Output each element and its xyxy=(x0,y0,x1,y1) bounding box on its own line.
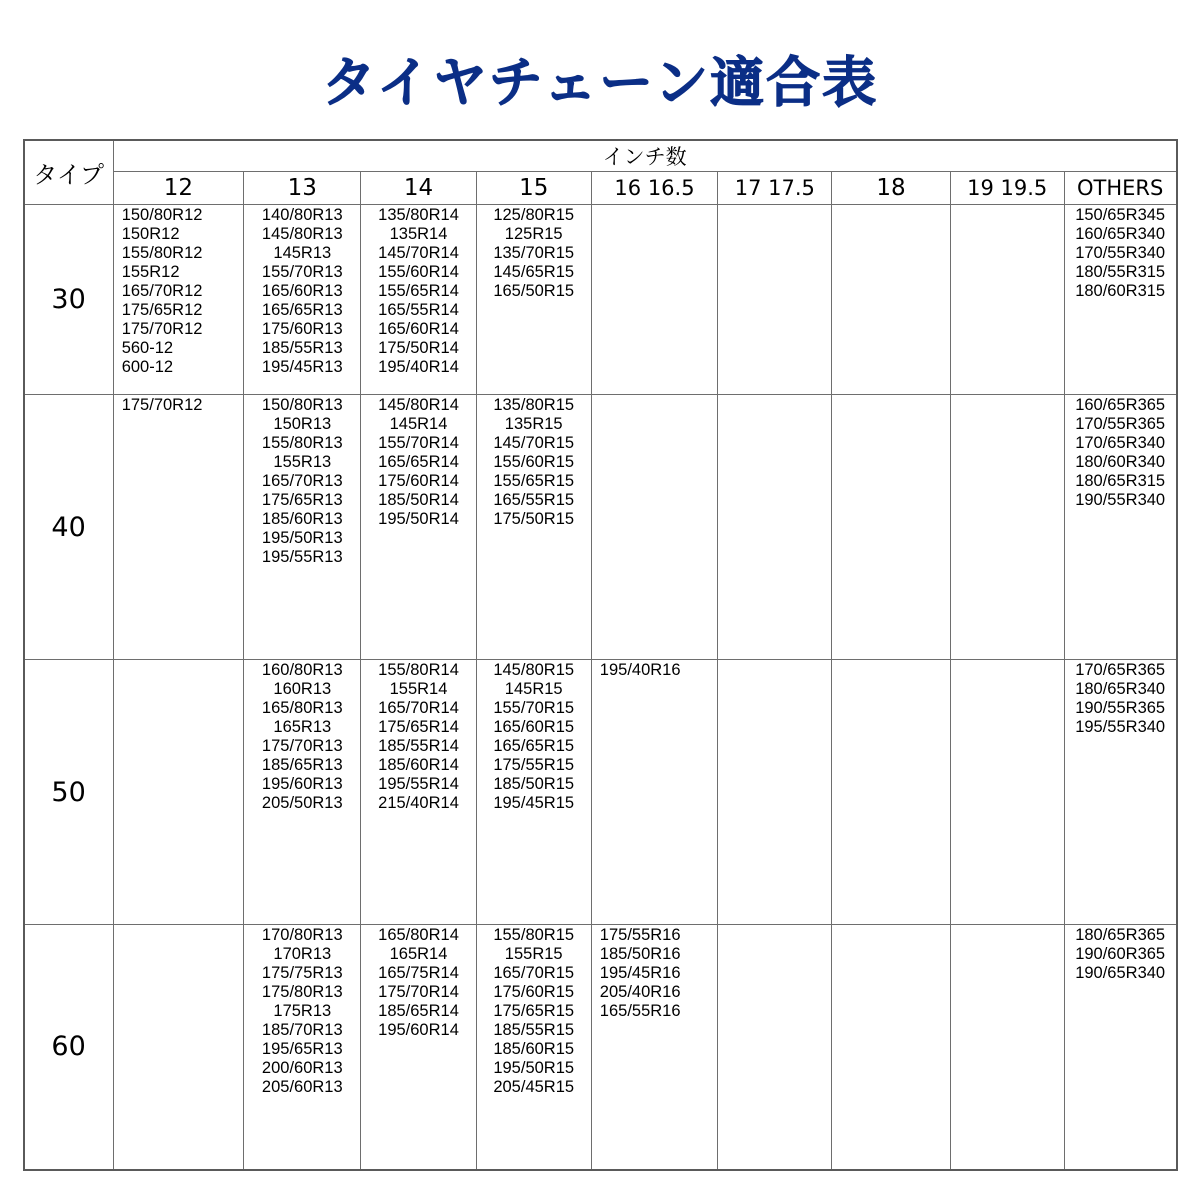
tire-size: 175/70R13 xyxy=(261,737,343,755)
size-cell xyxy=(832,925,950,1170)
tire-size: 175/75R13 xyxy=(261,964,343,982)
tire-size: 165/60R13 xyxy=(261,282,343,300)
tire-size: 155R15 xyxy=(504,945,563,963)
tire-size: 200/60R13 xyxy=(261,1059,343,1077)
tire-size: 190/65R340 xyxy=(1075,964,1166,982)
tire-size: 155/70R15 xyxy=(493,699,575,717)
tire-size: 155R13 xyxy=(273,453,332,471)
tire-size: 155/80R12 xyxy=(121,244,203,262)
table-row xyxy=(24,395,1177,660)
tire-size: 150/80R12 xyxy=(121,206,203,224)
tire-size: 185/60R13 xyxy=(261,510,343,528)
tire-size: 195/40R14 xyxy=(378,358,459,376)
tire-size: 165R13 xyxy=(273,718,332,736)
tire-size: 140/80R13 xyxy=(261,206,343,224)
tire-size: 155/65R15 xyxy=(493,472,575,490)
size-cell xyxy=(950,395,1064,660)
tire-size: 195/60R13 xyxy=(261,775,343,793)
tire-size: 170/55R340 xyxy=(1075,244,1166,262)
tire-size: 175/65R15 xyxy=(493,1002,575,1020)
size-cell xyxy=(361,395,476,660)
tire-size: 195/40R16 xyxy=(599,661,681,679)
tire-size: 195/50R15 xyxy=(493,1059,575,1077)
tire-size: 135/70R15 xyxy=(493,244,575,262)
size-cell xyxy=(113,925,243,1170)
tire-size: 185/70R13 xyxy=(261,1021,343,1039)
tire-size: 155/80R13 xyxy=(261,434,343,452)
tire-size: 195/45R16 xyxy=(599,964,681,982)
tire-size: 205/40R16 xyxy=(599,983,681,1001)
tire-size: 205/50R13 xyxy=(261,794,343,812)
tire-size: 185/65R14 xyxy=(378,1002,459,1020)
tire-size: 185/50R16 xyxy=(599,945,681,963)
tire-size: 165/60R14 xyxy=(378,320,459,338)
tire-size: 185/55R15 xyxy=(493,1021,575,1039)
table-body xyxy=(24,205,1177,1170)
tire-size: 165/50R15 xyxy=(493,282,575,300)
tire-size: 195/55R340 xyxy=(1075,718,1166,736)
size-cell xyxy=(718,205,832,395)
tire-size: 185/50R14 xyxy=(378,491,459,509)
tire-size: 165/65R14 xyxy=(378,453,459,471)
size-cell xyxy=(361,660,476,925)
header-col-others: OTHERS xyxy=(1064,172,1176,205)
tire-size: 165/60R15 xyxy=(493,718,575,736)
tire-size: 175/60R15 xyxy=(493,983,575,1001)
size-cell xyxy=(950,660,1064,925)
table-row xyxy=(24,660,1177,925)
tire-size: 195/65R13 xyxy=(261,1040,343,1058)
tire-size: 175/60R14 xyxy=(378,472,459,490)
tire-size: 560-12 xyxy=(121,339,174,357)
tire-size: 160R13 xyxy=(273,680,332,698)
size-cell xyxy=(113,205,243,395)
tire-size: 175/65R14 xyxy=(378,718,459,736)
tire-size: 185/50R15 xyxy=(493,775,575,793)
table-row xyxy=(24,925,1177,1170)
size-cell xyxy=(950,205,1064,395)
size-cell xyxy=(591,205,717,395)
tire-size: 195/55R13 xyxy=(261,548,343,566)
tire-size: 155/80R15 xyxy=(493,926,575,944)
size-cell xyxy=(244,925,361,1170)
size-cell xyxy=(113,660,243,925)
size-cell xyxy=(832,205,950,395)
tire-size: 165/70R14 xyxy=(378,699,459,717)
tire-size: 185/60R15 xyxy=(493,1040,575,1058)
size-cell xyxy=(361,925,476,1170)
tire-size: 155R14 xyxy=(389,680,448,698)
tire-size: 165/80R13 xyxy=(261,699,343,717)
tire-size: 165/75R14 xyxy=(378,964,459,982)
tire-size: 155/70R14 xyxy=(378,434,459,452)
tire-size: 150R12 xyxy=(121,225,180,243)
tire-size: 175/50R14 xyxy=(378,339,459,357)
tire-size: 165R14 xyxy=(389,945,448,963)
tire-size: 175/65R12 xyxy=(121,301,203,319)
tire-size: 185/55R14 xyxy=(378,737,459,755)
size-cell xyxy=(244,395,361,660)
tire-size: 135/80R15 xyxy=(493,396,575,414)
tire-size: 170/65R340 xyxy=(1075,434,1166,452)
row-type-label: 40 xyxy=(24,395,114,660)
tire-size: 175/80R13 xyxy=(261,983,343,1001)
tire-size: 165/70R13 xyxy=(261,472,343,490)
tire-size: 195/55R14 xyxy=(378,775,459,793)
header-col-12: 12 xyxy=(113,172,243,205)
header-col-15: 15 xyxy=(476,172,591,205)
tire-size: 155/60R15 xyxy=(493,453,575,471)
size-cell xyxy=(476,925,591,1170)
tire-size: 165/55R14 xyxy=(378,301,459,319)
size-cell xyxy=(361,205,476,395)
row-type-label: 50 xyxy=(24,660,114,925)
tire-size: 145/80R15 xyxy=(493,661,575,679)
table-header-row-group xyxy=(24,140,1177,172)
size-cell xyxy=(1064,205,1176,395)
tire-size: 145R14 xyxy=(389,415,448,433)
tire-size: 175/70R12 xyxy=(121,396,203,414)
tire-size: 180/65R340 xyxy=(1075,680,1166,698)
size-cell xyxy=(1064,925,1176,1170)
tire-size: 175/70R14 xyxy=(378,983,459,1001)
tire-size: 175/55R16 xyxy=(599,926,681,944)
tire-size: 180/65R365 xyxy=(1075,926,1166,944)
size-cell xyxy=(950,925,1064,1170)
tire-size: 175/70R12 xyxy=(121,320,203,338)
tire-size: 165/70R12 xyxy=(121,282,203,300)
tire-size: 125R15 xyxy=(504,225,563,243)
size-cell xyxy=(718,925,832,1170)
tire-size: 165/80R14 xyxy=(378,926,459,944)
tire-size: 180/55R315 xyxy=(1075,263,1166,281)
table-row xyxy=(24,205,1177,395)
size-cell xyxy=(718,395,832,660)
size-cell xyxy=(1064,660,1176,925)
tire-size: 175/65R13 xyxy=(261,491,343,509)
tire-size: 160/65R365 xyxy=(1075,396,1166,414)
tire-size: 175/55R15 xyxy=(493,756,575,774)
tire-size: 195/60R14 xyxy=(378,1021,459,1039)
tire-size: 150/80R13 xyxy=(261,396,343,414)
tire-size: 170/65R365 xyxy=(1075,661,1166,679)
size-cell xyxy=(244,660,361,925)
tire-size: 185/55R13 xyxy=(261,339,343,357)
tire-size: 155/80R14 xyxy=(378,661,459,679)
tire-size: 190/60R365 xyxy=(1075,945,1166,963)
tire-size: 600-12 xyxy=(121,358,174,376)
tire-size: 180/60R315 xyxy=(1075,282,1166,300)
tire-size: 145/70R14 xyxy=(378,244,459,262)
tire-size: 165/55R16 xyxy=(599,1002,681,1020)
tire-size: 155/65R14 xyxy=(378,282,459,300)
tire-size: 150/65R345 xyxy=(1075,206,1166,224)
header-col-18: 18 xyxy=(832,172,950,205)
tire-size: 195/50R14 xyxy=(378,510,459,528)
size-cell xyxy=(718,660,832,925)
tire-size: 165/65R15 xyxy=(493,737,575,755)
tire-size: 205/60R13 xyxy=(261,1078,343,1096)
size-cell xyxy=(832,395,950,660)
header-inch-group: インチ数 xyxy=(113,140,1176,172)
size-cell xyxy=(1064,395,1176,660)
header-type: タイプ xyxy=(24,140,114,205)
size-cell xyxy=(591,925,717,1170)
header-col-13: 13 xyxy=(244,172,361,205)
tire-size: 190/55R365 xyxy=(1075,699,1166,717)
tire-size: 145/65R15 xyxy=(493,263,575,281)
tire-size: 205/45R15 xyxy=(493,1078,575,1096)
tire-size: 165/65R13 xyxy=(261,301,343,319)
tire-size: 160/65R340 xyxy=(1075,225,1166,243)
tire-size: 145/80R13 xyxy=(261,225,343,243)
tire-size: 170/80R13 xyxy=(261,926,343,944)
size-cell xyxy=(476,395,591,660)
tire-size: 195/50R13 xyxy=(261,529,343,547)
row-type-label: 60 xyxy=(24,925,114,1170)
tire-size: 165/55R15 xyxy=(493,491,575,509)
tire-size: 160/80R13 xyxy=(261,661,343,679)
header-col-19: 19 19.5 xyxy=(950,172,1064,205)
page-title: タイヤチェーン適合表 xyxy=(321,51,879,114)
tire-size: 155/70R13 xyxy=(261,263,343,281)
table-header-row-columns xyxy=(24,172,1177,205)
tire-size: 195/45R13 xyxy=(261,358,343,376)
tire-size: 155/60R14 xyxy=(378,263,459,281)
tire-size: 175/50R15 xyxy=(493,510,575,528)
header-col-17: 17 17.5 xyxy=(718,172,832,205)
tire-size: 165/70R15 xyxy=(493,964,575,982)
size-cell xyxy=(476,660,591,925)
tire-size: 135R14 xyxy=(389,225,448,243)
tire-size: 145R15 xyxy=(504,680,563,698)
tire-size: 145R13 xyxy=(273,244,332,262)
tire-size: 145/80R14 xyxy=(378,396,459,414)
tire-size: 215/40R14 xyxy=(378,794,459,812)
tire-size: 190/55R340 xyxy=(1075,491,1166,509)
header-col-14: 14 xyxy=(361,172,476,205)
tire-size: 195/45R15 xyxy=(493,794,575,812)
compatibility-table xyxy=(23,139,1178,1171)
tire-size: 135R15 xyxy=(504,415,563,433)
size-cell xyxy=(832,660,950,925)
size-cell xyxy=(113,395,243,660)
size-cell xyxy=(476,205,591,395)
size-cell xyxy=(591,395,717,660)
header-col-16: 16 16.5 xyxy=(591,172,717,205)
tire-size: 155R12 xyxy=(121,263,180,281)
tire-size: 150R13 xyxy=(273,415,332,433)
tire-size: 135/80R14 xyxy=(378,206,459,224)
size-cell xyxy=(244,205,361,395)
tire-size: 185/65R13 xyxy=(261,756,343,774)
tire-size: 175/60R13 xyxy=(261,320,343,338)
size-cell xyxy=(591,660,717,925)
tire-size: 145/70R15 xyxy=(493,434,575,452)
tire-size: 125/80R15 xyxy=(493,206,575,224)
tire-size: 180/65R315 xyxy=(1075,472,1166,490)
tire-size: 175R13 xyxy=(273,1002,332,1020)
tire-size: 185/60R14 xyxy=(378,756,459,774)
tire-size: 170R13 xyxy=(273,945,332,963)
tire-size: 170/55R365 xyxy=(1075,415,1166,433)
row-type-label: 30 xyxy=(24,205,114,395)
tire-size: 180/60R340 xyxy=(1075,453,1166,471)
